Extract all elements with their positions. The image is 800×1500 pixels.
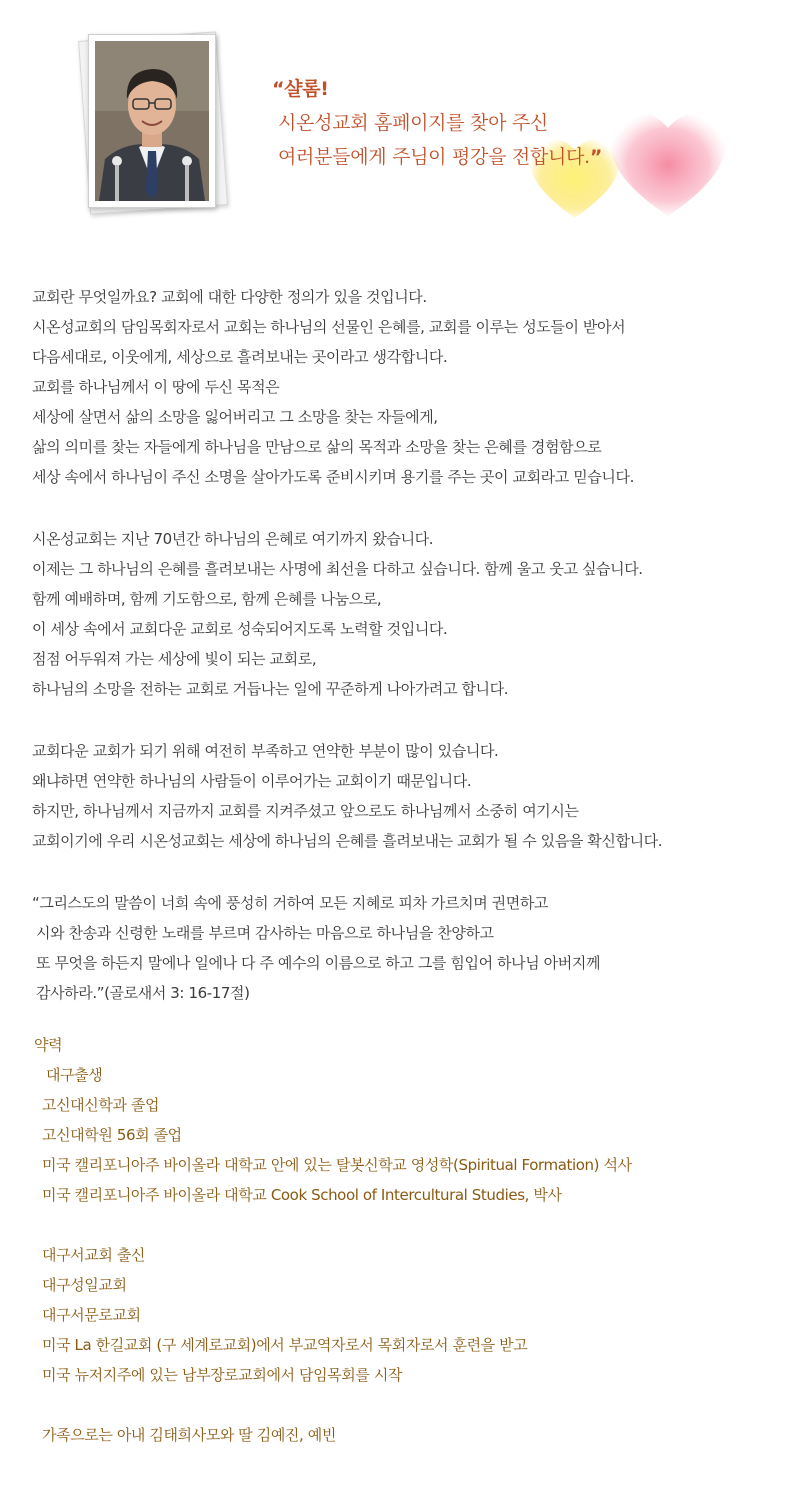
message-line: 시온성교회의 담임목회자로서 교회는 하나님의 선물인 은혜를, 교회를 이루는 성도들이 받아서 — [32, 318, 626, 336]
message-paragraph-2 — [32, 524, 792, 704]
message-line: 교회다운 교회가 되기 위해 여전히 부족하고 연약한 부분이 많이 있습니다. — [32, 742, 499, 760]
quote-line-3: 여러분들에게 주님이 평강을 전합니다.” — [278, 146, 603, 168]
pink-heart-decoration — [598, 88, 738, 228]
family-info: 가족으로는 아내 김태희사모와 딸 김예진, 예빈 — [42, 1426, 336, 1444]
scripture-line: “그리스도의 말씀이 너희 속에 풍성히 거하여 모든 지혜로 피차 가르치며 권면하고 — [32, 894, 549, 912]
quote-line-2: 시온성교회 홈페이지를 찾아 주신 — [278, 112, 548, 134]
career-item: 미국 뉴저지주에 있는 남부장로교회에서 담임목회를 시작 — [42, 1366, 403, 1384]
quote-line-1: “샬롬! — [272, 78, 329, 100]
career-item: 미국 캘리포니아주 바이올라 대학교 안에 있는 탈봇신학교 영성학(Spiritual Formation) 석사 — [42, 1156, 632, 1174]
message-line: 하나님의 소망을 전하는 교회로 거듭나는 일에 꾸준하게 나아가려고 합니다. — [32, 680, 509, 698]
career-item: 미국 La 한길교회 (구 세계로교회)에서 부교역자로서 목회자로서 훈련을 받고 — [42, 1336, 528, 1354]
career-item: 고신대신학과 졸업 — [42, 1096, 160, 1114]
career-heading: 약력 — [34, 1036, 63, 1054]
message-line: 하지만, 하나님께서 지금까지 교회를 지켜주셨고 앞으로도 하나님께서 소중히 여기시는 — [32, 802, 579, 820]
message-paragraph-3 — [32, 736, 792, 856]
scripture-line: 감사하라.”(골로새서 3: 16-17절) — [36, 984, 250, 1002]
message-line: 시온성교회는 지난 70년간 하나님의 은혜로 여기까지 왔습니다. — [32, 530, 434, 548]
scripture-quote — [32, 888, 792, 1008]
message-line: 세상 속에서 하나님이 주신 소명을 살아가도록 준비시키며 용기를 주는 곳이 교회라고 믿습니다. — [32, 468, 634, 486]
message-paragraph-1 — [32, 282, 792, 492]
message-line: 삶의 의미를 찾는 자들에게 하나님을 만남으로 삶의 목적과 소망을 찾는 은혜를 경험함으로 — [32, 438, 602, 456]
welcome-quote — [272, 72, 602, 174]
career-section — [34, 1030, 794, 1450]
career-item: 미국 캘리포니아주 바이올라 대학교 Cook School of Intercultural Studies, 박사 — [42, 1186, 562, 1204]
hero-section — [0, 0, 800, 240]
message-line: 세상에 살면서 삶의 소망을 잃어버리고 그 소망을 찾는 자들에게, — [32, 408, 438, 426]
message-line: 이 세상 속에서 교회다운 교회로 성숙되어지도록 노력할 것입니다. — [32, 620, 448, 638]
message-line: 이제는 그 하나님의 은혜를 흘려보내는 사명에 최선을 다하고 싶습니다. 함께 울고 웃고 싶습니다. — [32, 560, 643, 578]
career-item: 대구서교회 출신 — [42, 1246, 145, 1264]
message-line: 점점 어두워져 가는 세상에 빛이 되는 교회로, — [32, 650, 317, 668]
message-line: 왜냐하면 연약한 하나님의 사람들이 이루어가는 교회이기 때문입니다. — [32, 772, 472, 790]
career-item: 대구성일교회 — [42, 1276, 127, 1294]
scripture-line: 시와 찬송과 신령한 노래를 부르며 감사하는 마음으로 하나님을 찬양하고 — [36, 924, 494, 942]
pastor-photo-frame — [80, 30, 230, 220]
message-line: 교회이기에 우리 시온성교회는 세상에 하나님의 은혜를 흘려보내는 교회가 될 수 있음을 확신합니다. — [32, 832, 663, 850]
scripture-line: 또 무엇을 하든지 말에나 일에나 다 주 예수의 이름으로 하고 그를 힘입어 하나님 아버지께 — [36, 954, 601, 972]
career-item: 대구서문로교회 — [42, 1306, 141, 1324]
career-item: 고신대학원 56회 졸업 — [42, 1126, 182, 1144]
message-line: 교회란 무엇일까요? 교회에 대한 다양한 정의가 있을 것입니다. — [32, 288, 427, 306]
spacer — [34, 1210, 794, 1240]
pastor-message — [32, 282, 792, 1040]
spacer — [34, 1390, 794, 1420]
career-item: 대구출생 — [46, 1066, 103, 1084]
message-line: 다음세대로, 이웃에게, 세상으로 흘려보내는 곳이라고 생각합니다. — [32, 348, 448, 366]
pastor-portrait — [95, 41, 209, 201]
photo-front-card — [88, 34, 216, 208]
message-line: 교회를 하나님께서 이 땅에 두신 목적은 — [32, 378, 280, 396]
message-line: 함께 예배하며, 함께 기도함으로, 함께 은혜를 나눔으로, — [32, 590, 382, 608]
